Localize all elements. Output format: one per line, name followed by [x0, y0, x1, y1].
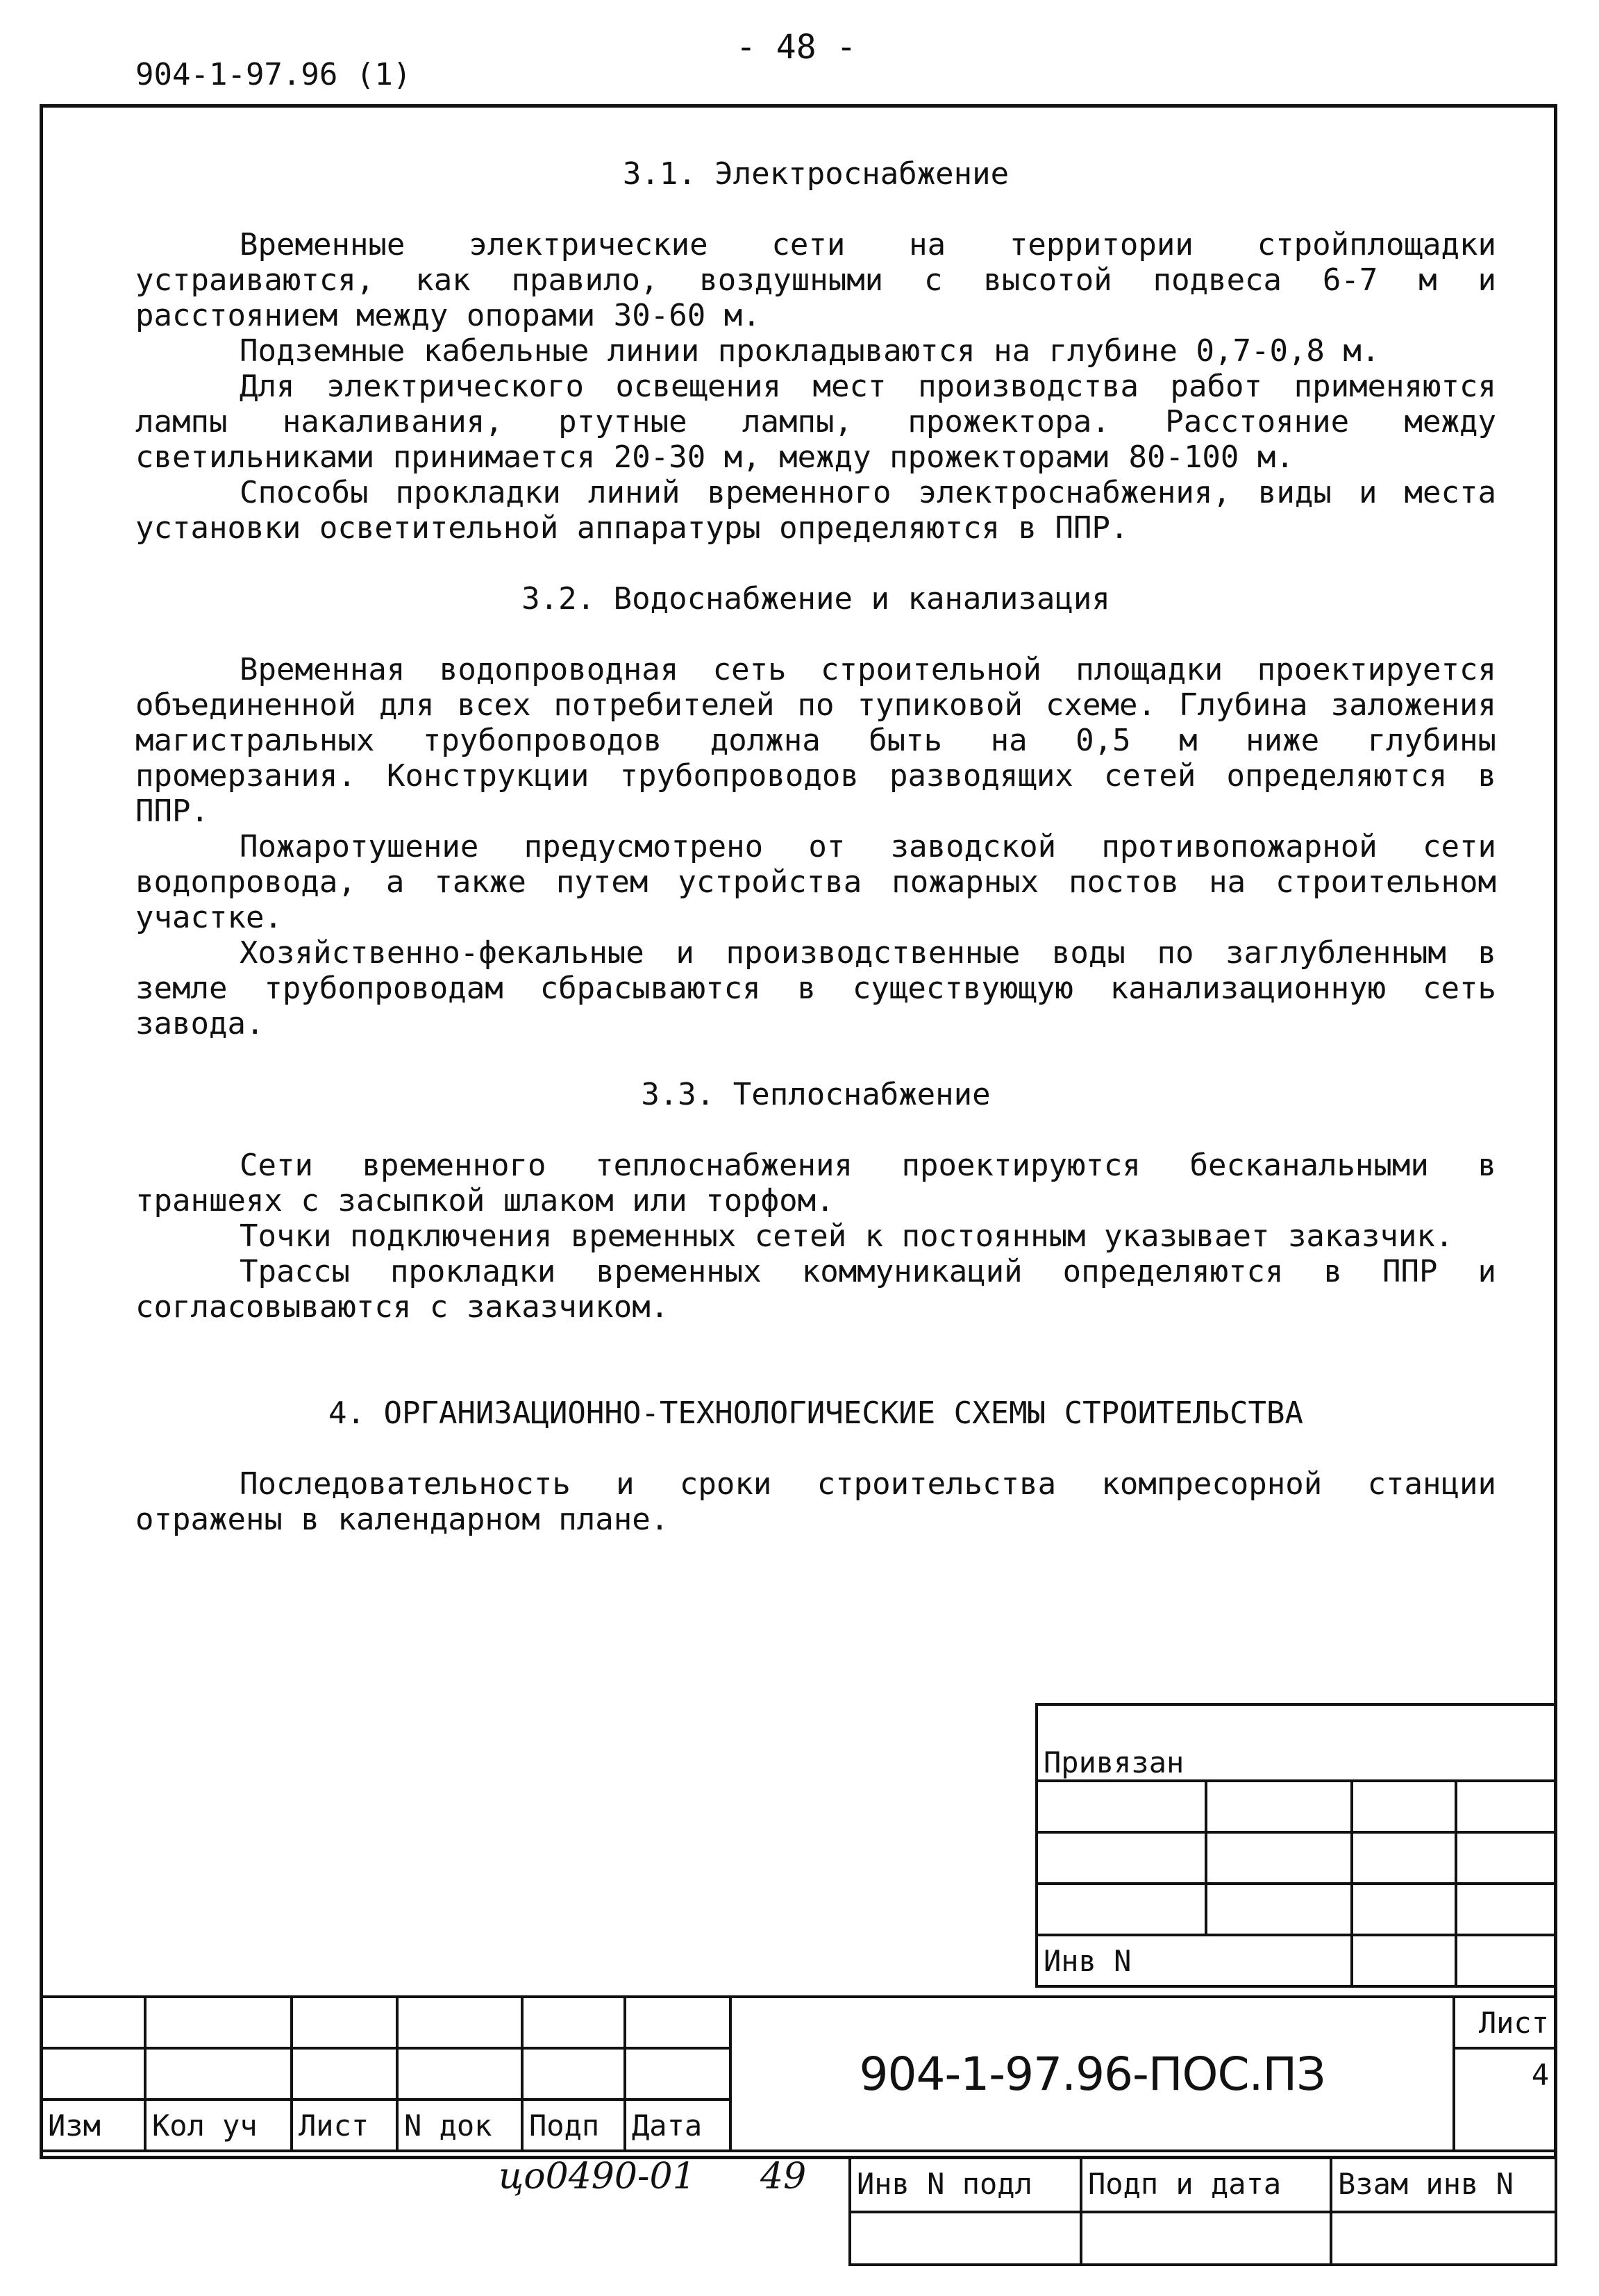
paragraph: Подземные кабельные линии прокладываются на глубине 0,7-0,8 м.: [240, 333, 1380, 369]
inv-n-label: Инв N: [1037, 1935, 1352, 1986]
sheet-label: Лист: [1454, 1997, 1556, 2048]
sheet-number: 4: [1454, 2048, 1556, 2151]
privyazan-label: Привязан: [1037, 1704, 1556, 1781]
title-block: [40, 1995, 1557, 2152]
paragraph: Временная водопроводная сеть строительной площадки проектируется объединенной для всех потребителей по тупиковой схеме. Глубина заложения магистральных трубопроводов должна быть на 0,5 м ниже глубины промерзания. Конструкции трубопроводов разводящих сетей определяются в ППР.: [135, 652, 1496, 829]
col-list: Лист: [292, 2100, 397, 2151]
handwritten-code: цо0490-01: [499, 2156, 696, 2197]
col-podp: Подп: [522, 2100, 625, 2151]
col-data: Дата: [625, 2100, 730, 2151]
paragraph: Временные электрические сети на территории стройплощадки устраиваются, как правило, воздушными с высотой подвеса 6-7 м и расстоянием между опорами 30-60 м.: [135, 227, 1496, 333]
section-title-3-3: 3.3. Теплоснабжение: [641, 1077, 991, 1112]
footer-table: [848, 2156, 1557, 2266]
section-title-4: 4. ОРГАНИЗАЦИОННО-ТЕХНОЛОГИЧЕСКИЕ СХЕМЫ СТРОИТЕЛЬСТВА: [328, 1396, 1303, 1431]
inv-podl-label: Инв N подл: [850, 2156, 1081, 2212]
col-n-dok: N док: [397, 2100, 522, 2151]
paragraph: Последовательность и сроки строительства компресорной станции отражены в календарном плане.: [135, 1466, 1496, 1537]
document-designation: 904-1-97.96-ПОС.ПЗ: [730, 1997, 1454, 2151]
privyazan-block: [1035, 1703, 1557, 1988]
paragraph: Сети временного теплоснабжения проектируются бесканальными в траншеях с засыпкой шлаком или торфом.: [135, 1148, 1496, 1218]
paragraph: Точки подключения временных сетей к постоянным указывает заказчик.: [240, 1218, 1454, 1254]
vzam-inv-label: Взам инв N: [1331, 2156, 1556, 2212]
podp-data-label: Подп и дата: [1081, 2156, 1331, 2212]
paragraph: Для электрического освещения мест производства работ применяются лампы накаливания, ртутные лампы, прожектора. Расстояние между светильниками принимается 20-30 м, между прожекторами 80-100 м.: [135, 369, 1496, 475]
paragraph: Пожаротушение предусмотрено от заводской противопожарной сети водопровода, а также путем устройства пожарных постов на строительном участке.: [135, 829, 1496, 935]
section-title-3-2: 3.2. Водоснабжение и канализация: [521, 581, 1110, 617]
page-number: - 48 -: [736, 28, 857, 67]
col-kol-uch: Кол уч: [145, 2100, 292, 2151]
section-title-3-1: 3.1. Электроснабжение: [622, 156, 1010, 192]
col-izm: Изм: [41, 2100, 145, 2151]
document-body: [135, 156, 1496, 1537]
paragraph: Способы прокладки линий временного электроснабжения, виды и места установки осветительной аппаратуры определяются в ППР.: [135, 475, 1496, 546]
paragraph: Хозяйственно-фекальные и производственные воды по заглубленным в земле трубопроводам сбрасываются в существующую канализационную сеть завода.: [135, 935, 1496, 1041]
document-id: 904-1-97.96 (1): [135, 57, 412, 92]
handwritten-number: 49: [760, 2156, 807, 2197]
paragraph: Трассы прокладки временных коммуникаций определяются в ППР и согласовываются с заказчиком.: [135, 1254, 1496, 1325]
